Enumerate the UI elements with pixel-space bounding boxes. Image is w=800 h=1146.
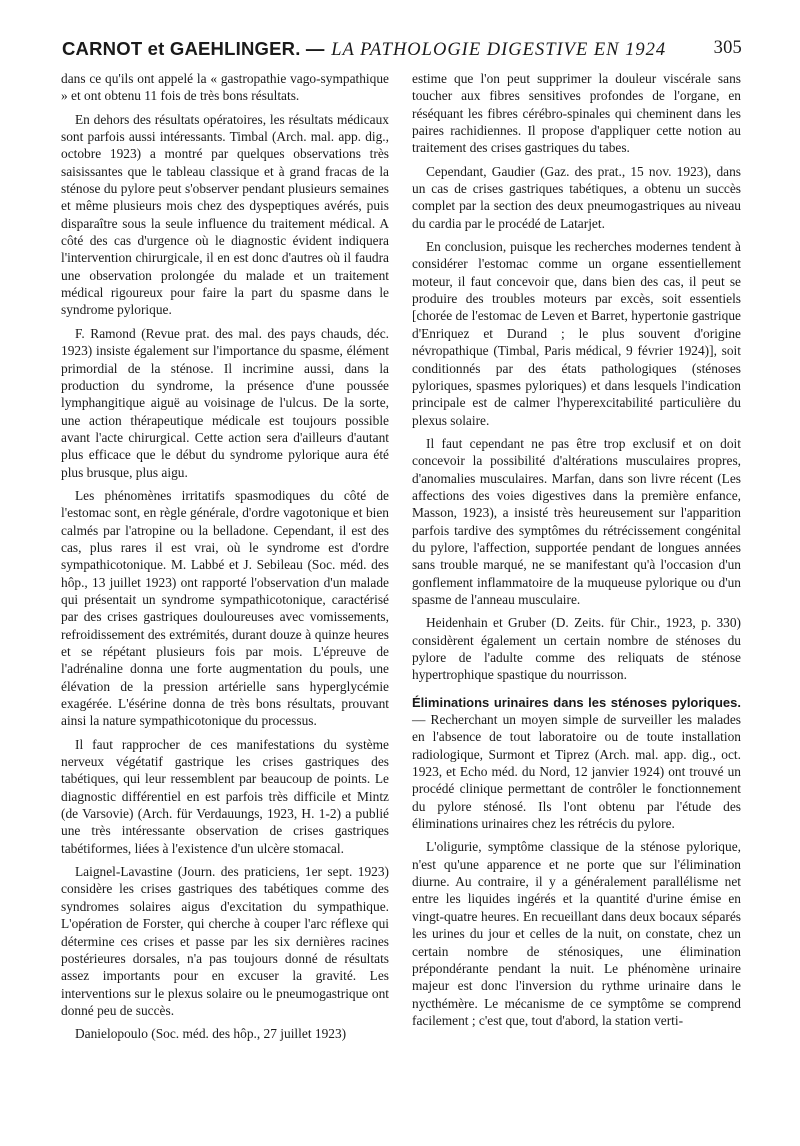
paragraph: dans ce qu'ils ont appelé la « gastropathie vago-sympathique » et ont obtenu 11 fois de très bons résultats. — [61, 71, 389, 104]
section-paragraph — [412, 694, 741, 833]
header-title: LA PATHOLOGIE DIGESTIVE EN 1924 — [331, 40, 667, 60]
paragraph: L'oligurie, symptôme classique de la sténose pylorique, n'est qu'une apparence et ne porte que sur l'élimination diurne. Au contraire, il y a généralement parallélisme net entre les liquides ingérés et la quantité d'urine émise en vingt-quatre heures. En recueillant dans deux bocaux séparés les urines du jour et celles de la nuit, on constate, chez un certain nombre de sténosiques, une élimination prépondérante pendant la nuit. Le phénomène urinaire majeur est donc l'inversion du rythme urinaire dans le nycthémère. Le mécanisme de ce symptôme se comprend facilement ; c'est que, tout d'abord, la station verti- — [412, 839, 741, 1028]
paragraph: estime que l'on peut supprimer la douleur viscérale sans toucher aux fibres sensitives profondes de l'organe, en réséquant les fibres cérébro-spinales qui cheminent dans les paires rachidiennes. Il propose d'appliquer cette notion au traitement des crises gastriques du tabes. — [412, 71, 741, 156]
section-text: — Recherchant un moyen simple de surveiller les malades en l'absence de tout laboratoire ou de toute installation radiologique, Surmont et Tiprez (Arch. mal. app. dig., oct. 1923, et Echo méd. du Nord, 12 janvier 1924) ont trouvé un procédé clinique permettant de contrôler le fonctionnement du pylore sténosé. Ils l'ont obtenu par l'étude des éliminations urinaires chez les rétrécis du pylore. — [412, 712, 741, 832]
running-head — [62, 38, 742, 66]
paragraph: Cependant, Gaudier (Gaz. des prat., 15 nov. 1923), dans un cas de crises gastriques tabétiques, a obtenu un succès complet par la section des deux pneumogastriques au niveau du cardia par le procédé de Latarjet. — [412, 163, 741, 231]
paragraph: En conclusion, puisque les recherches modernes tendent à considérer l'estomac comme un organe essentiellement moteur, il faut concevoir que, dans bien des cas, il peut se produire des troubles moteurs par excès, soit essentiels [chorée de l'estomac de Leven et Barret, hypertonie gastrique d'Enriquez et Durand ; le plus souvent d'origine névropathique (Timbal, Paris médical, 9 février 1924)], soit conditionnés par des états pathologiques (sténoses pyloriques, spasmes pyloriques) et dans lesquels l'indication principale est de calmer l'hyperexcitabilité particulière du plexus solaire. — [412, 239, 741, 428]
paragraph: Laignel-Lavastine (Journ. des praticiens, 1er sept. 1923) considère les crises gastriques des tabétiques comme des syndromes solaires aigus d'excitation du sympathique. L'opération de Forster, qui cherche à couper l'arc réflexe qui détermine ces crises et passe par les six dernières racines postérieures dorsales, n'a pas toujours donné de résultats assez importants pour en excuser la gravité. Les interventions sur le plexus solaire ou le pneumogastrique ont donné peu de succès. — [61, 864, 389, 1018]
paragraph: Il faut rapprocher de ces manifestations du système nerveux végétatif gastrique les crises gastriques des tabétiques, qui leur ressemblent par beaucoup de points. Le diagnostic différentiel en est parfois très difficile et Mintz (de Varsovie) (Arch. für Verdauungs, 1923, H. 1-2) a publié une très intéressante observation de crises gastriques tabétiformes, liées à l'existence d'un ulcère stomacal. — [61, 736, 389, 856]
paragraph: F. Ramond (Revue prat. des mal. des pays chauds, déc. 1923) insiste également sur l'importance du spasme, élément primordial de la sténose. Il incrimine aussi, dans la production du syndrome, la présence d'une poussée lymphangitique aiguë au voisinage de l'ulcus. De la sorte, une action thérapeutique médicale est toujours possible avant l'acte chirurgical. Cette action sera d'ailleurs d'autant plus efficace que le début du syndrome pylorique aura été plus brusque, plus aigu. — [61, 325, 389, 480]
left-column — [61, 70, 389, 1043]
right-column — [412, 70, 741, 1029]
section-heading: Éliminations urinaires dans les sténoses pyloriques. — [412, 694, 741, 710]
paragraph: Les phénomènes irritatifs spasmodiques du côté de l'estomac sont, en règle générale, d'ordre vagotonique et bien calmés par l'atropine ou la belladone. Cependant, il est des cas, plus rares il est vrai, où le syndrome est d'ordre sympathicotonique. M. Labbé et J. Sebileau (Soc. méd. des hôp., 13 juillet 1923) ont rapporté l'observation d'un malade qui présentait un syndrome sympathicotonique, caractérisé par des crises gastriques douloureuses avec vomissements, refroidissement des extrémités, durant douze à quinze heures et se répétant plusieurs fois par mois. L'épreuve de l'adrénaline donna une forte augmentation du pouls, une élévation de la pression artérielle sans hyperglycémie exagérée. L'ésérine donna de très bons résultats, prouvant ainsi la nature sympathicotonique du processus. — [61, 487, 389, 729]
page-number: 305 — [713, 38, 742, 58]
paragraph: Danielopoulo (Soc. méd. des hôp., 27 juillet 1923) — [75, 1026, 347, 1042]
paragraph: Il faut cependant ne pas être trop exclusif et on doit concevoir la possibilité d'altérations musculaires propres, d'anomalies musculaires. Marfan, dans son livre récent (Les affections des voies digestives dans la première enfance, Masson, 1923), a insisté très heureusement sur l'apparition parfois tardive des symptômes du rétrécissement congénital du pylore, l'affection, supportée pendant de longues années sans trouble marqué, ne se manifestant qu'à l'occasion d'un gonflement inflammatoire de la muqueuse pylorique ou d'un spasme de l'anneau musculaire. — [412, 435, 741, 607]
paragraph: Heidenhain et Gruber (D. Zeits. für Chir., 1923, p. 330) considèrent également un certain nombre de sténoses du pylore de l'adulte comme des reliquats de sténose hypertrophique spastique du nourrisson. — [412, 615, 741, 683]
header-authors: CARNOT et GAEHLINGER. — — [62, 38, 325, 59]
paragraph: En dehors des résultats opératoires, les résultats médicaux sont parfois aussi intéressants. Timbal (Arch. mal. app. dig., octobre 1923) a montré par quelques observations très saisissantes que le tableau classique et à grand fracas de la sténose du pylore peut s'observer pendant plusieurs semaines et même plusieurs mois chez des dyspeptiques avérés, puis disparaître sous la seule influence du traitement médical. A côté des cas d'urgence où le diagnostic évident indiquera l'intervention chirurgicale, il en est donc d'autres où il faudra une observation prolongée du malade et un traitement médical rigoureux pour faire la part du spasme dans le syndrome pylorique. — [61, 111, 389, 318]
